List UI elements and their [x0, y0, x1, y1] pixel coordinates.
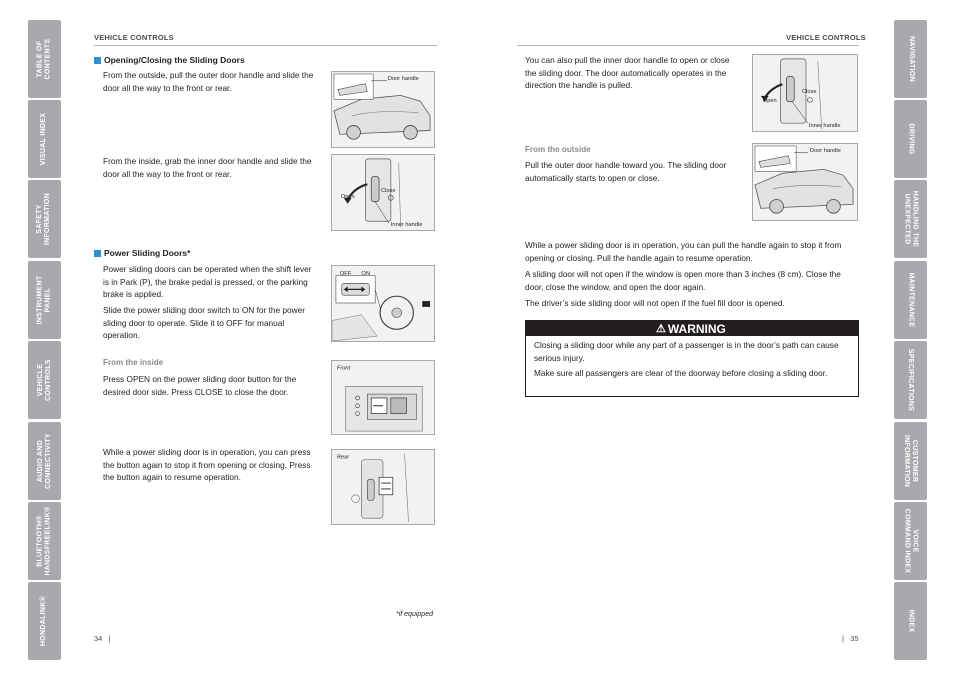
inner-handle-instructions: You can also pull the inner door handle to open or close the sliding door. The door automatically operates in the direction the handle is pulled. [525, 55, 730, 91]
tab-label: VEHICLE CONTROLS [36, 359, 52, 401]
warning-line-1: Closing a sliding door while any part of a passenger is in the door’s path can cause serious injury. [534, 340, 839, 363]
tab-label: INDEX [907, 609, 915, 633]
tab-audio-connectivity[interactable] [28, 422, 61, 500]
warning-triangle-icon: ⚠ [656, 323, 666, 335]
figure-inner-handle-right [752, 54, 858, 132]
page-number-text: 34 [94, 634, 103, 643]
warning-box [525, 320, 859, 397]
tab-voice-command-index[interactable] [894, 502, 927, 580]
tab-label: VISUAL INDEX [40, 112, 48, 166]
section-heading-text: Opening/Closing the Sliding Doors [104, 55, 245, 65]
figure-label-inner-handle: Inner handle [390, 222, 423, 229]
right-header-rule [517, 45, 859, 46]
figure-label-open: Open [762, 97, 777, 104]
figure-rear-button [331, 449, 435, 525]
tab-index[interactable] [894, 582, 927, 660]
tab-label: CUSTOMER INFORMATION [903, 434, 919, 488]
tab-safety-information[interactable] [28, 180, 61, 258]
inside-button-stop-resume: While a power sliding door is in operation, you can press the button again to stop it from opening or closing. Press the button again to resume operation. [103, 447, 311, 483]
tab-label: BLUETOOTH® HANDSFREELINK® [36, 506, 52, 576]
tab-customer-information[interactable] [894, 422, 927, 500]
tab-instrument-panel[interactable] [28, 261, 61, 339]
warning-line-2: Make sure all passengers are clear of the doorway before closing a sliding door. [534, 368, 828, 378]
inside-instructions: From the inside, grab the inner door handle and slide the door all the way to the front or rear. [103, 156, 312, 179]
left-page-number: 34 | [94, 634, 111, 643]
power-door-conditions: Power sliding doors can be operated when the shift lever is in Park (P), the brake pedal is pressed, or the parking brake is applied. [103, 264, 312, 300]
tab-bluetooth-handsfreelink[interactable] [28, 502, 61, 580]
figure-inner-handle [331, 154, 435, 231]
fuel-door-note: The driver’s side sliding door will not open if the fuel fill door is opened. [525, 298, 785, 308]
figure-label-inner-handle: Inner handle [808, 123, 841, 130]
tab-label: VOICE COMMAND INDEX [903, 508, 919, 574]
left-running-head: VEHICLE CONTROLS [94, 33, 174, 42]
figure-front-button [331, 360, 435, 435]
tab-label: INSTRUMENT PANEL [36, 275, 52, 325]
warning-title: WARNING [667, 321, 726, 336]
tab-label: SPECIFICATIONS [907, 348, 915, 412]
tab-label: TABLE OF CONTENTS [36, 38, 52, 80]
tab-label: MAINTENANCE [907, 272, 915, 328]
tab-label: NAVIGATION [907, 36, 915, 82]
tab-hondalink[interactable] [28, 582, 61, 660]
subhead-from-the-inside: From the inside [103, 358, 164, 367]
tab-maintenance[interactable] [894, 261, 927, 339]
figure-label-off: OFF [339, 270, 352, 277]
power-door-switch-text: Slide the power sliding door switch to ON for the power sliding door to operate. Slide it to OFF for manual operation. [103, 305, 305, 341]
outside-instructions: From the outside, pull the outer door handle and slide the door all the way to the front or rear. [103, 70, 314, 93]
section-heading-power-sliding-doors [94, 248, 190, 258]
figure-label-rear: Rear [336, 454, 350, 461]
figure-label-close: Close [381, 188, 396, 195]
tab-label: DRIVING [907, 123, 915, 155]
section-heading-text: Power Sliding Doors* [104, 248, 191, 258]
footnote-if-equipped: *if equipped [396, 611, 433, 618]
warning-header [526, 321, 858, 336]
tab-label: AUDIO AND CONNECTIVITY [36, 433, 52, 489]
figure-label-on: ON [361, 270, 370, 277]
tab-label: HANDLING THE UNEXPECTED [903, 190, 919, 248]
figure-label-close: Close [802, 89, 817, 95]
right-running-head: VEHICLE CONTROLS [786, 33, 866, 42]
section-bullet-icon [94, 57, 101, 64]
tab-label: SAFETY INFORMATION [36, 192, 52, 246]
window-open-note: A sliding door will not open if the window is open more than 3 inches (8 cm). Close the door, close the window, and open the door again. [525, 269, 841, 292]
section-bullet-icon [94, 250, 101, 257]
tab-driving[interactable] [894, 100, 927, 178]
figure-label-open: Open [340, 193, 355, 200]
right-page-number: | 35 [842, 634, 859, 643]
pull-handle-stop-text: While a power sliding door is in operation, you can pull the handle again to stop it from opening or closing. Pull the handle again to resume operation. [525, 240, 842, 263]
figure-label: Door handle [387, 75, 419, 82]
figure-door-handle-outside [331, 71, 435, 148]
tab-handling-the-unexpected[interactable] [894, 180, 927, 258]
inside-button-instructions: Press OPEN on the power sliding door button for the desired door side. Press CLOSE to close the door. [103, 374, 297, 397]
figure-door-handle-right [752, 143, 858, 221]
left-header-rule [94, 45, 437, 46]
tab-vehicle-controls[interactable] [28, 341, 61, 419]
tab-label: HONDALINK® [40, 595, 48, 647]
tab-specifications[interactable] [894, 341, 927, 419]
section-heading-sliding-doors [94, 55, 245, 65]
figure-power-door-switch [331, 265, 435, 342]
figure-label: Door handle [809, 147, 841, 154]
figure-label-front: Front [336, 365, 351, 372]
subhead-from-the-outside: From the outside [525, 145, 591, 154]
tab-navigation[interactable] [894, 20, 927, 98]
page-number-text: 35 [850, 634, 859, 643]
tab-table-of-contents[interactable] [28, 20, 61, 98]
outside-handle-instructions: Pull the outer door handle toward you. The sliding door automatically starts to open or close. [525, 160, 727, 183]
tab-visual-index[interactable] [28, 100, 61, 178]
